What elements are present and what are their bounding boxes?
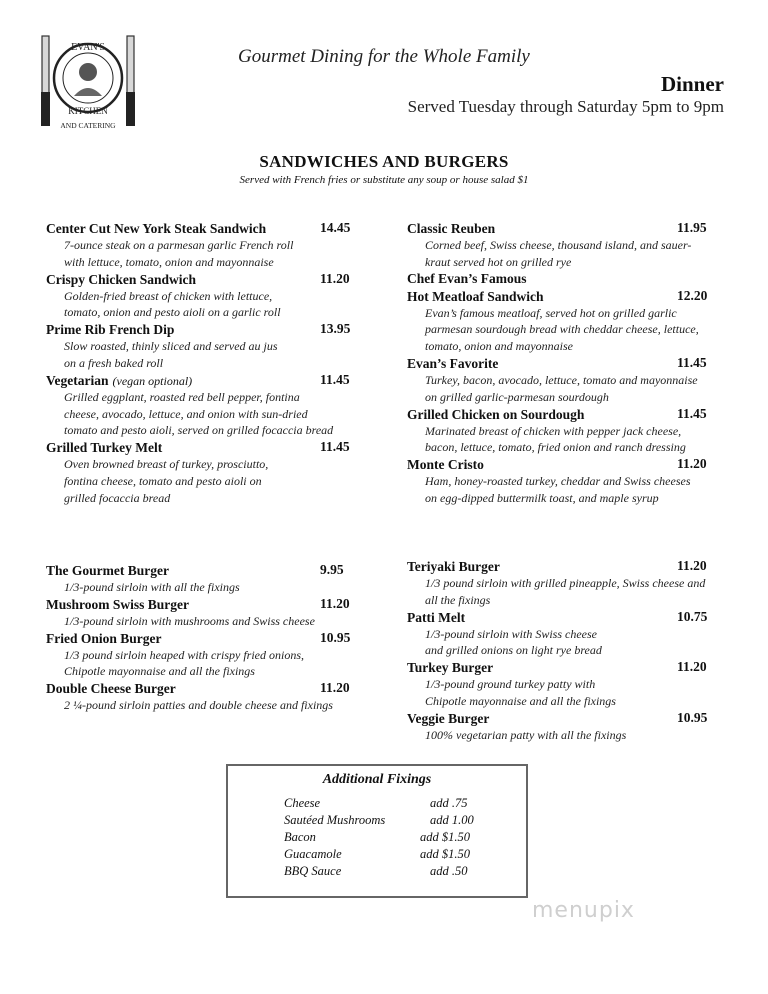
logo-text-bottom: KITCHEN [68,106,108,116]
item-header [407,659,719,676]
menu-item [407,456,719,507]
fixing-name: BBQ Sauce [284,864,342,878]
item-price: 12.20 [677,287,708,303]
item-price: 11.45 [320,371,350,387]
item-header [46,596,356,613]
item-name: Grilled Chicken on Sourdough [407,406,585,422]
menu-item [407,659,719,710]
item-name: Crispy Chicken Sandwich [46,271,197,287]
item-name: Prime Rib French Dip [46,322,175,338]
menu-item [46,439,356,506]
item-name: Evan’s Favorite [407,355,499,371]
item-price: 11.20 [320,595,350,611]
item-description: Oven browned breast of turkey, prosciutto, [64,457,269,472]
item-name-prefix: Chef Evan’s Famous [407,270,527,286]
menu-item [46,271,356,322]
item-description: on a fresh baked roll [64,355,164,370]
watermark: menupix [532,898,635,923]
item-description: tomato and pesto aioli, served on grilled focaccia bread [64,423,334,438]
item-description: Marinated breast of chicken with pepper jack cheese, [425,423,682,438]
menu-item [46,562,356,596]
item-description: and grilled onions on light rye bread [425,643,602,658]
item-description: 1/3 pound sirloin with grilled pineapple, Swiss cheese and [425,576,706,590]
item-name: Grilled Turkey Melt [46,440,163,456]
item-price: 11.45 [677,354,707,370]
item-description: Corned beef, Swiss cheese, thousand island, and sauer- [425,238,692,252]
item-name: Teriyaki Burger [407,559,500,574]
sandwiches-left-column [46,220,356,507]
fixing-name: Bacon [284,830,316,844]
item-description: grilled focaccia bread [64,490,171,505]
item-price: 10.95 [677,709,708,725]
item-description: Ham, honey-roasted turkey, cheddar and Swiss cheeses [425,474,691,489]
item-header [407,558,719,575]
logo-text-top: EVAN'S [71,42,105,53]
item-price: 11.20 [677,456,707,472]
menu-item [407,355,719,406]
item-price: 11.45 [320,439,350,455]
item-description: bacon, lettuce, tomato, fried onion and ranch dressing [425,440,686,455]
menu-item [46,220,356,271]
additional-fixings-box [226,764,528,898]
item-note: (vegan optional) [112,373,193,388]
item-description: tomato, onion and mayonnaise [425,339,573,354]
menu-item [407,609,719,660]
item-header [46,220,356,237]
item-header [407,456,719,473]
logo-text-sub: AND CATERING [60,121,116,130]
fixing-price: add $1.50 [420,847,470,861]
item-name: Turkey Burger [407,660,494,676]
sandwiches-right-column [407,220,719,507]
fixing-price: add .50 [430,864,468,878]
item-description: kraut served hot on grilled rye [425,254,572,269]
menu-item [407,271,719,355]
item-header [407,220,719,237]
item-header [46,271,356,288]
menu-item [407,406,719,457]
item-description: tomato, onion and pesto aioli on a garlic roll [64,305,281,320]
item-header [407,710,719,727]
item-header [46,372,356,389]
menu-item [46,680,356,714]
fixing-price: add 1.00 [430,813,474,827]
item-description: 1/3-pound sirloin with Swiss cheese [425,626,597,641]
item-header [46,680,356,697]
serving-hours: Served Tuesday through Saturday 5pm to 9pm [407,97,724,116]
burgers-left-column [46,562,356,714]
item-price: 11.20 [677,659,707,675]
menu-item [407,558,719,609]
item-header [407,609,719,626]
item-description: Evan’s famous meatloaf, served hot on grilled garlic [425,305,677,320]
item-description: on egg-dipped buttermilk toast, and maple syrup [425,490,659,505]
fixing-name: Cheese [284,796,321,810]
meal-title: Dinner [661,72,724,96]
item-description: 7-ounce steak on a parmesan garlic French roll [64,238,294,252]
item-name: Double Cheese Burger [46,681,176,697]
item-description: 2 ¼-pound sirloin patties and double cheese and fixings [64,698,333,713]
burgers-right-column [407,558,719,744]
item-header [407,288,719,305]
item-name: Classic Reuben [407,221,496,236]
item-description: Golden-fried breast of chicken with lettuce, [64,288,273,303]
item-description: 100% vegetarian patty with all the fixings [425,727,627,742]
item-description: 1/3 pound sirloin heaped with crispy fried onions, [64,647,304,662]
fixings-title: Additional Fixings [322,772,432,787]
fixing-name: Sautéed Mushrooms [284,813,386,827]
menu-item [46,321,356,372]
item-price: 11.95 [677,220,707,235]
item-header [46,439,356,456]
item-price: 11.45 [677,405,707,421]
menu-item [46,630,356,681]
item-description: Grilled eggplant, roasted red bell pepper, fontina [64,389,300,404]
menu-item [46,372,356,439]
item-name: Vegetarian [46,372,109,388]
item-header [46,630,356,647]
item-name: Monte Cristo [407,457,484,473]
item-description: Chipotle mayonnaise and all the fixings [64,664,255,679]
item-price: 11.20 [677,558,707,573]
item-description: with lettuce, tomato, onion and mayonnaise [64,254,274,269]
restaurant-logo [38,30,138,132]
item-header [46,321,356,338]
menu-item [46,596,356,630]
menu-item [407,710,719,744]
item-description: cheese, avocado, lettuce, and onion with sun-dried [64,406,308,421]
item-header [46,562,356,579]
item-description: all the fixings [425,592,491,607]
menu-item [407,220,719,271]
item-description: fontina cheese, tomato and pesto aioli on [64,473,262,488]
item-name: The Gourmet Burger [46,563,169,578]
item-price: 11.20 [320,270,350,286]
item-description: parmesan sourdough bread with cheddar cheese, lettuce, [425,322,699,337]
section-subtitle: Served with French fries or substitute any soup or house salad $1 [239,174,529,186]
item-header [407,355,719,372]
tagline: Gourmet Dining for the Whole Family [238,46,530,67]
item-price: 10.75 [677,608,708,624]
item-description: Slow roasted, thinly sliced and served au jus [64,339,278,354]
section-title: SANDWICHES AND BURGERS [259,152,509,171]
item-name: Veggie Burger [407,710,490,726]
item-name: Hot Meatloaf Sandwich [407,288,544,304]
item-name: Patti Melt [407,609,466,625]
fixing-price: add .75 [430,796,468,810]
item-price: 14.45 [320,220,351,235]
item-price: 9.95 [320,562,344,577]
item-header [407,406,719,423]
fixing-price: add $1.50 [420,830,470,844]
item-description: Chipotle mayonnaise and all the fixings [425,693,616,708]
item-price: 13.95 [320,321,351,337]
item-description: on grilled garlic-parmesan sourdough [425,389,609,404]
item-description: 1/3-pound ground turkey patty with [425,677,596,692]
item-name: Fried Onion Burger [46,630,162,646]
item-description: 1/3-pound sirloin with all the fixings [64,580,240,594]
item-price: 11.20 [320,680,350,696]
item-price: 10.95 [320,629,351,645]
item-description: Turkey, bacon, avocado, lettuce, tomato and mayonnaise [425,372,698,387]
item-name: Mushroom Swiss Burger [46,596,190,612]
item-description: 1/3-pound sirloin with mushrooms and Swiss cheese [64,613,315,628]
item-name: Center Cut New York Steak Sandwich [46,221,267,236]
fixing-name: Guacamole [284,847,342,861]
